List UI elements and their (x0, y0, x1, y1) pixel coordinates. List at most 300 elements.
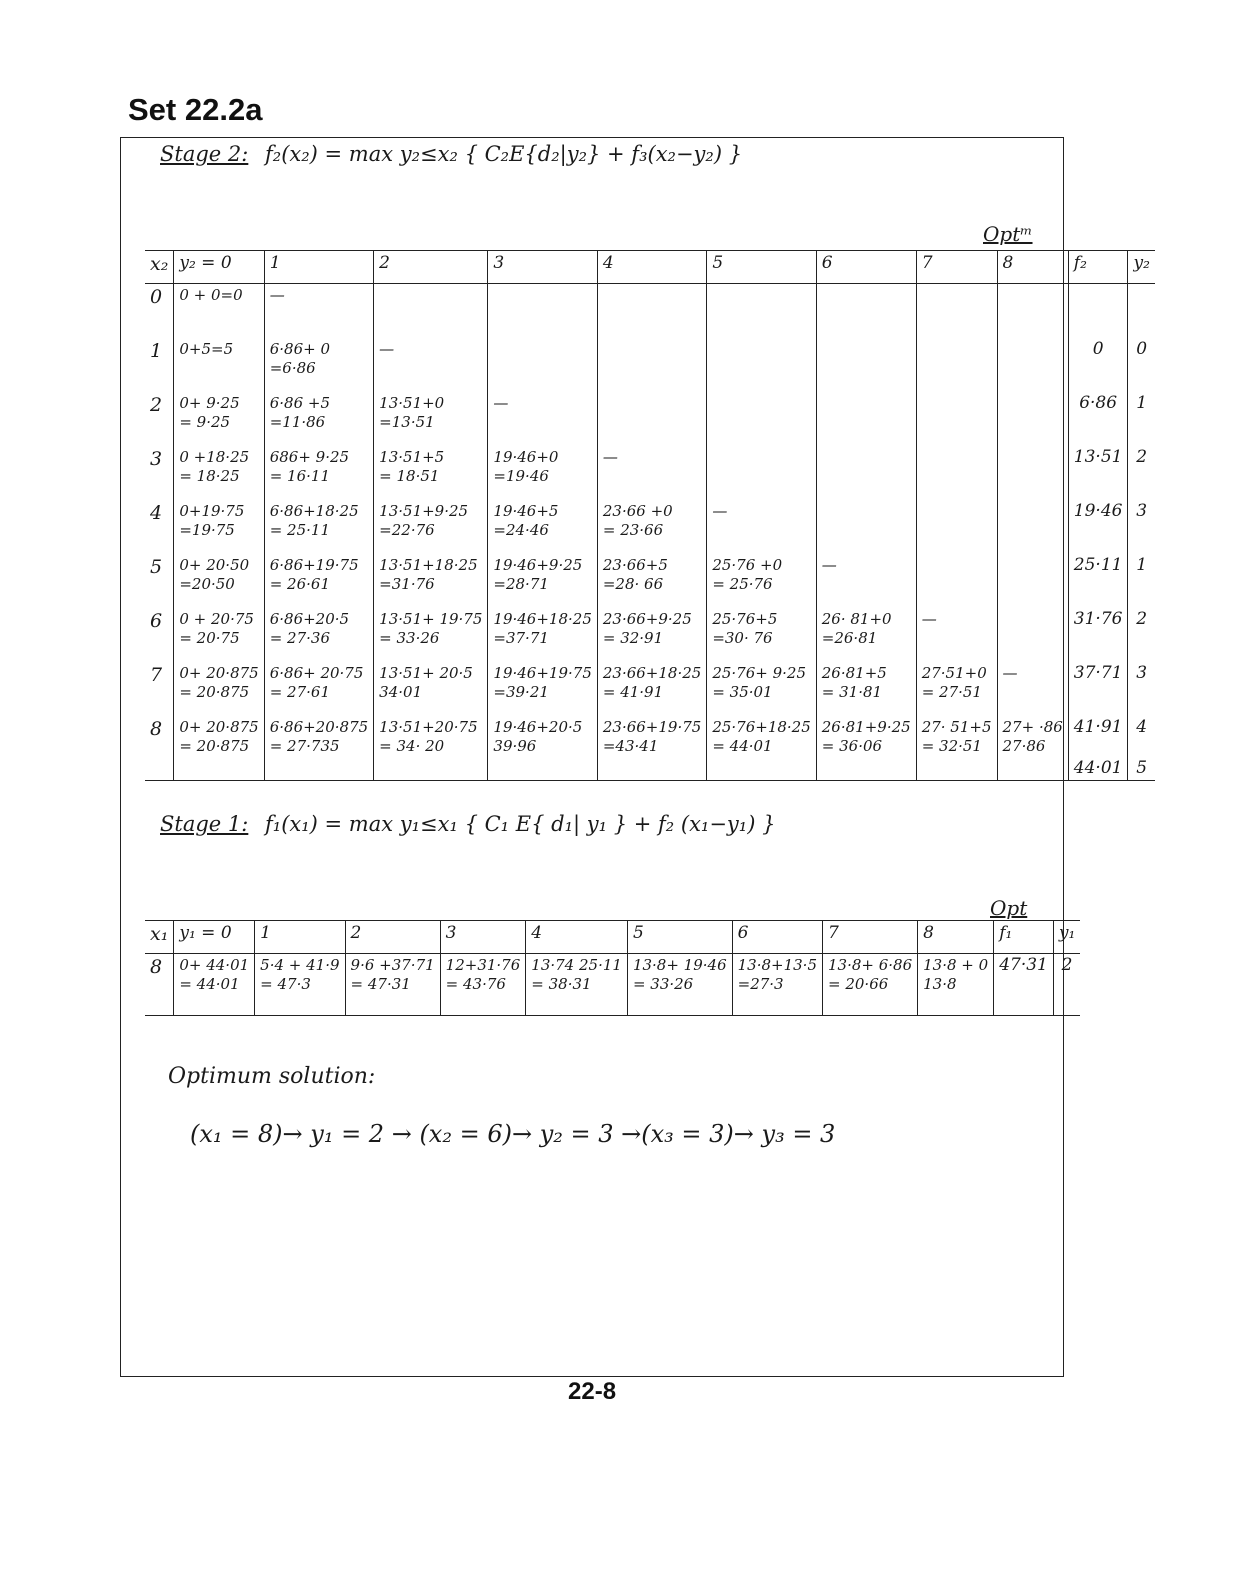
cell-text: — (379, 339, 395, 358)
cell-text: 26· 81+0 (821, 609, 892, 628)
table-cell (916, 608, 997, 662)
cell-text: = 36·06 (821, 736, 883, 755)
table-row (145, 500, 1155, 554)
cell-text: 13·8 (923, 975, 957, 993)
opt-y-text: 3 (1136, 500, 1148, 521)
cell-text: 23·66+18·25 (602, 663, 702, 682)
table-cell (597, 608, 706, 662)
cell-text: 6·86+18·25 (269, 501, 359, 520)
cell-text: 25·76+18·25 (712, 717, 811, 736)
table-cell (597, 500, 706, 554)
stage2-label: Stage 2: (160, 142, 249, 166)
cell-text: =39·21 (493, 682, 549, 701)
table-row (145, 284, 1155, 338)
stage1-formula-text: f₁(x₁) = max y₁≤x₁ { C₁ E{ d₁| y₁ } + f₂ (x₁−y₁) } (265, 812, 776, 836)
table-cell (916, 500, 997, 554)
table-row (145, 608, 1155, 662)
table-cell (374, 554, 488, 608)
opt-y-value (1128, 662, 1155, 716)
header-cell: 7 (823, 921, 918, 954)
opt-f-value (1068, 392, 1128, 446)
cell-text: — (712, 501, 728, 520)
opt-f-value (1068, 446, 1128, 500)
table-cell (174, 338, 264, 392)
cell-text: = 25·76 (712, 574, 773, 593)
table-cell (816, 284, 916, 338)
cell-text: = 47·3 (260, 975, 311, 993)
opt-f-value (1068, 608, 1128, 662)
table-cell (997, 716, 1068, 781)
cell-text: 0 + 20·75 (179, 609, 254, 628)
header-cell: 6 (816, 251, 916, 284)
x-value: 3 (150, 447, 163, 470)
header-cell: f₁ (994, 921, 1054, 954)
table-cell (488, 608, 597, 662)
table-cell (345, 954, 440, 1016)
opt-f-value (1068, 554, 1128, 608)
opt-y-text: 1 (1136, 554, 1148, 575)
table-cell (374, 284, 488, 338)
header-cell: y₁ (1053, 921, 1080, 954)
cell-text: =19·46 (493, 466, 549, 485)
table-cell (816, 554, 916, 608)
opt-f-text: 44·01 (1073, 757, 1123, 778)
table-cell (174, 284, 264, 338)
header-cell: 2 (345, 921, 440, 954)
table-cell (174, 716, 264, 781)
table-cell (597, 716, 706, 781)
stage2-header-row (145, 251, 1155, 284)
table-cell (264, 446, 373, 500)
cell-text: 19·46+5 (493, 501, 559, 520)
cell-text: — (493, 393, 509, 412)
table-cell (488, 716, 597, 781)
x-value: 1 (150, 339, 163, 362)
table-cell (707, 392, 816, 446)
header-cell: x₁ (145, 921, 174, 954)
table-cell (174, 662, 264, 716)
table-cell (264, 338, 373, 392)
table-cell (374, 500, 488, 554)
cell-text: — (269, 286, 285, 304)
opt-y-value (1053, 954, 1080, 1016)
table-cell (916, 338, 997, 392)
header-cell: f₂ (1068, 251, 1128, 284)
table-cell (816, 662, 916, 716)
header-cell: 3 (440, 921, 526, 954)
cell-text: = 20·875 (179, 682, 250, 701)
table-cell (997, 608, 1068, 662)
x-value: 0 (150, 286, 163, 308)
table-cell (174, 554, 264, 608)
table-cell (488, 284, 597, 338)
opt-y-text: 2 (1136, 446, 1148, 467)
cell-text: 23·66+9·25 (602, 609, 692, 628)
opt-f-value (1068, 338, 1128, 392)
cell-text: 23·66+19·75 (602, 717, 702, 736)
cell-text: 25·76+5 (712, 609, 778, 628)
table-row (145, 338, 1155, 392)
table-cell (707, 446, 816, 500)
opt-f-text: 41·91 (1073, 716, 1123, 737)
opt-f-value (1068, 716, 1128, 781)
opt-f-text: 19·46 (1073, 500, 1123, 521)
cell-text: 13·74 25·11 (531, 956, 622, 974)
table-cell (174, 500, 264, 554)
table-cell (916, 554, 997, 608)
cell-text: = 38·31 (531, 975, 592, 993)
x-value: 6 (150, 609, 163, 632)
cell-text: =43·41 (602, 736, 659, 755)
x-value: 7 (150, 663, 163, 686)
table-cell (488, 554, 597, 608)
table-cell (174, 954, 255, 1016)
table-row (145, 554, 1155, 608)
cell-text: 13·8+ 19·46 (632, 956, 727, 974)
table-cell (374, 608, 488, 662)
cell-text: 13·51+9·25 (379, 501, 469, 520)
table-row (145, 446, 1155, 500)
table-cell (707, 554, 816, 608)
table-cell (707, 716, 816, 781)
header-cell: 7 (916, 251, 997, 284)
table-cell (597, 554, 706, 608)
table-cell (374, 446, 488, 500)
table-cell (597, 284, 706, 338)
opt-f-value (1068, 662, 1128, 716)
cell-text: = 47·31 (350, 975, 411, 993)
table-cell (488, 392, 597, 446)
cell-text: 19·46+19·75 (493, 663, 592, 682)
cell-text: = 27·36 (269, 628, 330, 647)
table-cell (488, 662, 597, 716)
table-cell (916, 662, 997, 716)
table-cell (488, 446, 597, 500)
header-cell: 8 (997, 251, 1068, 284)
cell-text: 0+ 9·25 (179, 393, 240, 412)
table-row (145, 954, 1080, 1016)
cell-text: = 41·91 (602, 682, 664, 701)
opt-y-value (1128, 446, 1155, 500)
table-cell (707, 608, 816, 662)
header-cell: 1 (264, 251, 373, 284)
opt-f-text: 47·31 (999, 955, 1048, 975)
cell-text: 6·86+20·875 (269, 717, 369, 736)
cell-text: 34·01 (379, 682, 423, 701)
cell-text: 13·51+0 (379, 393, 445, 412)
cell-text: 0+ 20·50 (179, 555, 250, 574)
header-cell: 8 (918, 921, 994, 954)
table-cell (597, 446, 706, 500)
cell-text: 6·86+20·5 (269, 609, 350, 628)
stage2-formula-text: f₂(x₂) = max y₂≤x₂ { C₂E{d₂|y₂} + f₃(x₂−y₂) } (265, 142, 743, 166)
cell-text: =28·71 (493, 574, 549, 593)
table-cell (997, 446, 1068, 500)
solution-path: (x₁ = 8)→ y₁ = 2 → (x₂ = 6)→ y₂ = 3 →(x₃ = 3)→ y₃ = 3 (190, 1120, 836, 1148)
opt-f-text: 13·51 (1073, 446, 1123, 467)
table-cell (816, 500, 916, 554)
table-cell (816, 392, 916, 446)
opt-y-value (1128, 284, 1155, 338)
table-cell (264, 716, 373, 781)
table-cell (374, 662, 488, 716)
x-value: 5 (150, 555, 163, 578)
table-cell (264, 662, 373, 716)
cell-text: 0+19·75 (179, 501, 245, 520)
table-cell (997, 554, 1068, 608)
stage2-opt-label: Optᵐ (983, 222, 1033, 246)
opt-y-text: 1 (1136, 392, 1148, 413)
cell-text: 23·66 +0 (602, 501, 673, 520)
cell-text: 0+5=5 (179, 339, 234, 358)
opt-f-text: 6·86 (1079, 392, 1118, 413)
opt-y-value (1128, 716, 1155, 781)
table-cell (488, 338, 597, 392)
header-cell: 5 (627, 921, 732, 954)
cell-text: 9·6 +37·71 (350, 956, 435, 974)
stage1-formula (160, 812, 775, 836)
stage1-opt-label: Opt (990, 896, 1028, 920)
x-value: 8 (145, 954, 174, 1016)
cell-text: — (821, 555, 837, 574)
cell-text: = 20·66 (828, 975, 889, 993)
cell-text: 13·51+ 20·5 (379, 663, 473, 682)
cell-text: 0+ 20·875 (179, 663, 259, 682)
cell-text: 26·81+9·25 (821, 717, 911, 736)
cell-text: 0 + 0=0 (179, 286, 243, 304)
cell-text: 13·51+ 19·75 (379, 609, 483, 628)
table-cell (374, 392, 488, 446)
table-cell (374, 338, 488, 392)
table-cell (916, 392, 997, 446)
cell-text: 19·46+9·25 (493, 555, 583, 574)
cell-text: 39·96 (493, 736, 537, 755)
stage1-body (145, 954, 1080, 1016)
stage1-header-row (145, 921, 1080, 954)
cell-text: =31·76 (379, 574, 435, 593)
table-cell (174, 446, 264, 500)
opt-f-text: 37·71 (1073, 662, 1123, 683)
cell-text: 6·86+ 20·75 (269, 663, 364, 682)
cell-text: 0 +18·25 (179, 447, 250, 466)
cell-text: 6·86 +5 (269, 393, 330, 412)
table-cell (264, 608, 373, 662)
header-cell: 4 (526, 921, 628, 954)
table-cell (816, 608, 916, 662)
table-cell (918, 954, 994, 1016)
cell-text: 13·51+5 (379, 447, 445, 466)
table-cell (488, 500, 597, 554)
opt-y-value (1128, 392, 1155, 446)
cell-text: 23·66+5 (602, 555, 668, 574)
cell-text: =11·86 (269, 412, 326, 431)
cell-text: 0+ 44·01 (179, 956, 250, 974)
cell-text: =22·76 (379, 520, 435, 539)
cell-text: 19·46+20·5 (493, 717, 583, 736)
cell-text: 13·8 + 0 (923, 956, 989, 974)
header-cell: 5 (707, 251, 816, 284)
table-cell (264, 284, 373, 338)
header-cell: 4 (597, 251, 706, 284)
header-cell: 6 (732, 921, 822, 954)
stage1-label: Stage 1: (160, 812, 249, 836)
cell-text: = 34· 20 (379, 736, 445, 755)
x-value: 4 (150, 501, 163, 524)
table-cell (916, 716, 997, 781)
cell-text: 27·51+0 (921, 663, 987, 682)
table-cell (264, 500, 373, 554)
cell-text: =24·46 (493, 520, 549, 539)
cell-text: 27·86 (1002, 736, 1046, 755)
header-cell: y₂ (1128, 251, 1155, 284)
table-cell (997, 500, 1068, 554)
opt-y-value (1128, 500, 1155, 554)
cell-text: = 27·735 (269, 736, 340, 755)
table-cell (707, 338, 816, 392)
table-row (145, 716, 1155, 781)
table-cell (174, 392, 264, 446)
table-cell (997, 338, 1068, 392)
cell-text: = 32·51 (921, 736, 982, 755)
cell-text: 13·51+18·25 (379, 555, 478, 574)
cell-text: = 43·76 (445, 975, 506, 993)
header-cell: y₂ = 0 (174, 251, 264, 284)
cell-text: — (1002, 663, 1018, 682)
opt-f-value (1068, 284, 1128, 338)
opt-y-text: 0 (1136, 338, 1148, 359)
table-cell (597, 662, 706, 716)
cell-text: 13·8+ 6·86 (828, 956, 913, 974)
table-row (145, 392, 1155, 446)
opt-f-text: 25·11 (1073, 554, 1123, 575)
table-cell (997, 284, 1068, 338)
cell-text: = 35·01 (712, 682, 773, 701)
cell-text: 12+31·76 (445, 956, 521, 974)
cell-text: 27· 51+5 (921, 717, 992, 736)
opt-y-text: 2 (1061, 955, 1073, 975)
stage2-table (145, 250, 1155, 781)
cell-text: = 32·91 (602, 628, 664, 647)
cell-text: = 27·61 (269, 682, 330, 701)
cell-text: — (602, 447, 618, 466)
x-value: 2 (150, 393, 163, 416)
table-cell (816, 338, 916, 392)
table-cell (997, 662, 1068, 716)
opt-y-text: 3 (1136, 662, 1148, 683)
cell-text: =37·71 (493, 628, 549, 647)
header-cell: y₁ = 0 (174, 921, 255, 954)
opt-y-text: 5 (1136, 757, 1148, 778)
cell-text: 19·46+0 (493, 447, 559, 466)
cell-text: =30· 76 (712, 628, 773, 647)
cell-text: =20·50 (179, 574, 235, 593)
cell-text: = 20·75 (179, 628, 240, 647)
cell-text: =28· 66 (602, 574, 664, 593)
header-cell: 1 (255, 921, 345, 954)
cell-text: = 44·01 (712, 736, 773, 755)
opt-y-value (1128, 608, 1155, 662)
cell-text: 25·76+ 9·25 (712, 663, 806, 682)
page-title: Set 22.2a (128, 92, 263, 127)
cell-text: 6·86+19·75 (269, 555, 359, 574)
cell-text: = 16·11 (269, 466, 330, 485)
cell-text: 26·81+5 (821, 663, 887, 682)
cell-text: 13·51+20·75 (379, 717, 478, 736)
opt-y-text: 2 (1136, 608, 1148, 629)
cell-text: = 25·11 (269, 520, 330, 539)
cell-text: =6·86 (269, 358, 316, 377)
cell-text: = 20·875 (179, 736, 250, 755)
cell-text: = 27·51 (921, 682, 982, 701)
opt-f-value (994, 954, 1054, 1016)
opt-y-value (1128, 338, 1155, 392)
opt-y-text: 4 (1136, 716, 1148, 737)
cell-text: 686+ 9·25 (269, 447, 350, 466)
cell-text: 5·4 + 41·9 (260, 956, 340, 974)
table-cell (916, 284, 997, 338)
cell-text: 27+ ·86 (1002, 717, 1063, 736)
page-number: 22-8 (568, 1378, 617, 1405)
table-cell (627, 954, 732, 1016)
table-cell (597, 392, 706, 446)
opt-y-value (1128, 554, 1155, 608)
table-cell (264, 392, 373, 446)
table-cell (440, 954, 526, 1016)
cell-text: = 18·25 (179, 466, 240, 485)
stage2-formula (160, 142, 742, 166)
table-cell (597, 338, 706, 392)
table-cell (374, 716, 488, 781)
cell-text: = 18·51 (379, 466, 440, 485)
table-cell (707, 662, 816, 716)
table-cell (732, 954, 822, 1016)
header-cell: 3 (488, 251, 597, 284)
solution-heading: Optimum solution: (168, 1064, 376, 1089)
cell-text: 6·86+ 0 (269, 339, 330, 358)
header-cell: 2 (374, 251, 488, 284)
cell-text: = 44·01 (179, 975, 240, 993)
cell-text: = 33·26 (632, 975, 694, 993)
cell-text: = 31·81 (821, 682, 883, 701)
stage1-table (145, 920, 1080, 1016)
opt-f-value (1068, 500, 1128, 554)
cell-text: =19·75 (179, 520, 235, 539)
cell-text: = 26·61 (269, 574, 330, 593)
table-cell (255, 954, 345, 1016)
table-cell (997, 392, 1068, 446)
cell-text: 19·46+18·25 (493, 609, 592, 628)
cell-text: = 9·25 (179, 412, 231, 431)
table-cell (264, 554, 373, 608)
cell-text: — (921, 609, 937, 628)
header-cell: x₂ (145, 251, 174, 284)
table-cell (816, 716, 916, 781)
cell-text: = 33·26 (379, 628, 440, 647)
table-cell (526, 954, 628, 1016)
opt-f-text: 31·76 (1073, 608, 1123, 629)
cell-text: =26·81 (821, 628, 878, 647)
table-row (145, 662, 1155, 716)
table-cell (916, 446, 997, 500)
table-cell (707, 284, 816, 338)
table-cell (707, 500, 816, 554)
x-value: 8 (145, 716, 174, 781)
cell-text: = 23·66 (602, 520, 664, 539)
cell-text: =13·51 (379, 412, 435, 431)
opt-f-text: 0 (1092, 338, 1104, 359)
table-cell (174, 608, 264, 662)
table-cell (823, 954, 918, 1016)
